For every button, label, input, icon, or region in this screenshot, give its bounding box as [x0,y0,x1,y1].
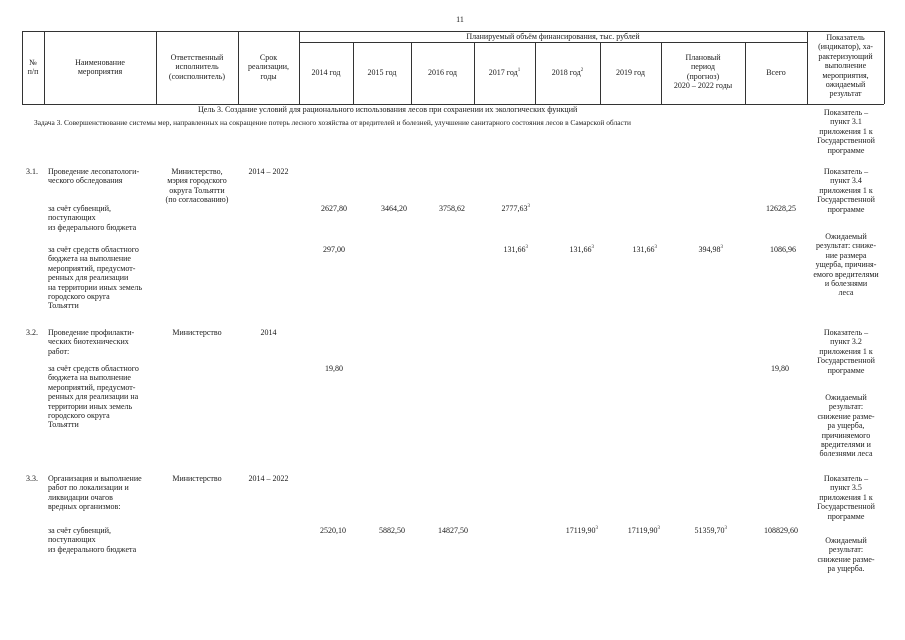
item-executor: Министерство [172,328,222,337]
header-total: Всего [766,68,786,77]
page-number: 11 [456,15,464,24]
value-2015: 5882,50 [379,526,405,535]
value-2014: 2520,10 [320,526,346,535]
item-result: Ожидаемый результат: снижение разме- ра ущерба. [817,536,875,574]
value-planned: 394,98$^3$ [698,245,723,254]
value-2014: 2627,80 [321,204,347,213]
funding-source: за счёт средств областного бюджета на выполнение мероприятий, предусмот- ренных для реализации на территории иных земель городского округа Тольятти [48,245,143,311]
goal-title: Цель 3. Создание условий для рационального использования лесов при сохранении их экологических функций [198,105,578,114]
value-planned: 51359,70$^3$ [694,526,727,535]
value-2016: 14827,50 [438,526,468,535]
header-2016: 2016 год [428,68,457,77]
header-indicator: Показатель (индикатор), ха- рактеризующий выполнение мероприятия, ожидаемый результат [818,33,873,99]
value-2014: 297,00 [323,245,345,254]
header-2018: 2018 год$^2$ [551,68,584,77]
item-number: 3.2. [26,328,38,337]
header-2019: 2019 год [616,68,645,77]
value-total: 19,80 [771,364,789,373]
value-total: 108829,60 [764,526,798,535]
item-term: 2014 – 2022 [248,474,289,483]
item-name: Организация и выполнение работ по локализации и ликвидации очагов вредных организмов: [48,474,142,512]
header-2015: 2015 год [367,68,397,77]
item-number: 3.1. [26,167,38,176]
item-result: Ожидаемый результат: сниже- ние размера ущерба, причиня- емого вредителями и болезнями леса [813,232,879,298]
item-term: 2014 – 2022 [248,167,289,176]
value-2016: 3758,62 [439,204,465,213]
header-2017: 2017 год$^1$ [488,68,521,77]
item-indicator: Показатель – пункт 3.2 приложения 1 к Государственной программе [817,328,875,375]
item-executor: Министерство, мэрия городского округа Тольятти (по согласованию) [165,167,229,205]
header-name: Наименование мероприятия [75,58,125,77]
header-planned: Плановый период (прогноз) 2020 – 2022 годы [673,53,733,91]
value-2019: 131,66$^3$ [632,245,657,254]
funding-source: за счёт средств областного бюджета на выполнение мероприятий, предусмот- ренных для реализации на территории иных земель городского округа Тольятти [48,364,139,430]
item-indicator: Показатель – пункт 3.4 приложения 1 к Государственной программе [817,167,875,214]
item-indicator: Показатель – пункт 3.5 приложения 1 к Государственной программе [817,474,875,521]
value-2019: 17119,90$^3$ [627,526,660,535]
item-number: 3.3. [26,474,38,483]
header-term: Срок реализации, годы [247,53,290,81]
funding-source: за счёт субвенций, поступающих из федерального бюджета [48,526,137,554]
header-funding: Планируемый объём финансирования, тыс. рублей [466,32,640,41]
funding-source: за счёт субвенций, поступающих из федерального бюджета [48,204,137,232]
item-name: Проведение профилакти- ческих биотехнических работ: [48,328,135,356]
header-2014: 2014 год [311,68,341,77]
item-executor: Министерство [172,474,222,483]
value-2017: 2777,63$^3$ [501,204,530,213]
value-2014: 19,80 [325,364,343,373]
value-2017: 131,66$^3$ [503,245,528,254]
value-total: 12628,25 [766,204,796,213]
task-indicator: Показатель – пункт 3.1 приложения 1 к Государственной программе [817,108,875,155]
header-executor: Ответственный исполнитель (соисполнитель) [168,53,226,81]
task-title: Задача 3. Совершенствование системы мер, направленных на сокращение потерь лесного хозяйства от вредителей и болезней, улучшение санитарного состояния лесов в Самарской области [34,118,631,127]
value-2018: 131,66$^3$ [569,245,594,254]
value-total: 1086,96 [770,245,796,254]
item-result: Ожидаемый результат: снижение разме- ра ущерба, причиняемого вредителями и болезнями леса [817,393,875,459]
item-name: Проведение лесопатологи- ческого обследования [48,167,140,186]
value-2015: 3464,20 [381,204,407,213]
item-term: 2014 [260,328,277,337]
header-num: № п/п [27,58,39,77]
value-2018: 17119,90$^3$ [565,526,598,535]
